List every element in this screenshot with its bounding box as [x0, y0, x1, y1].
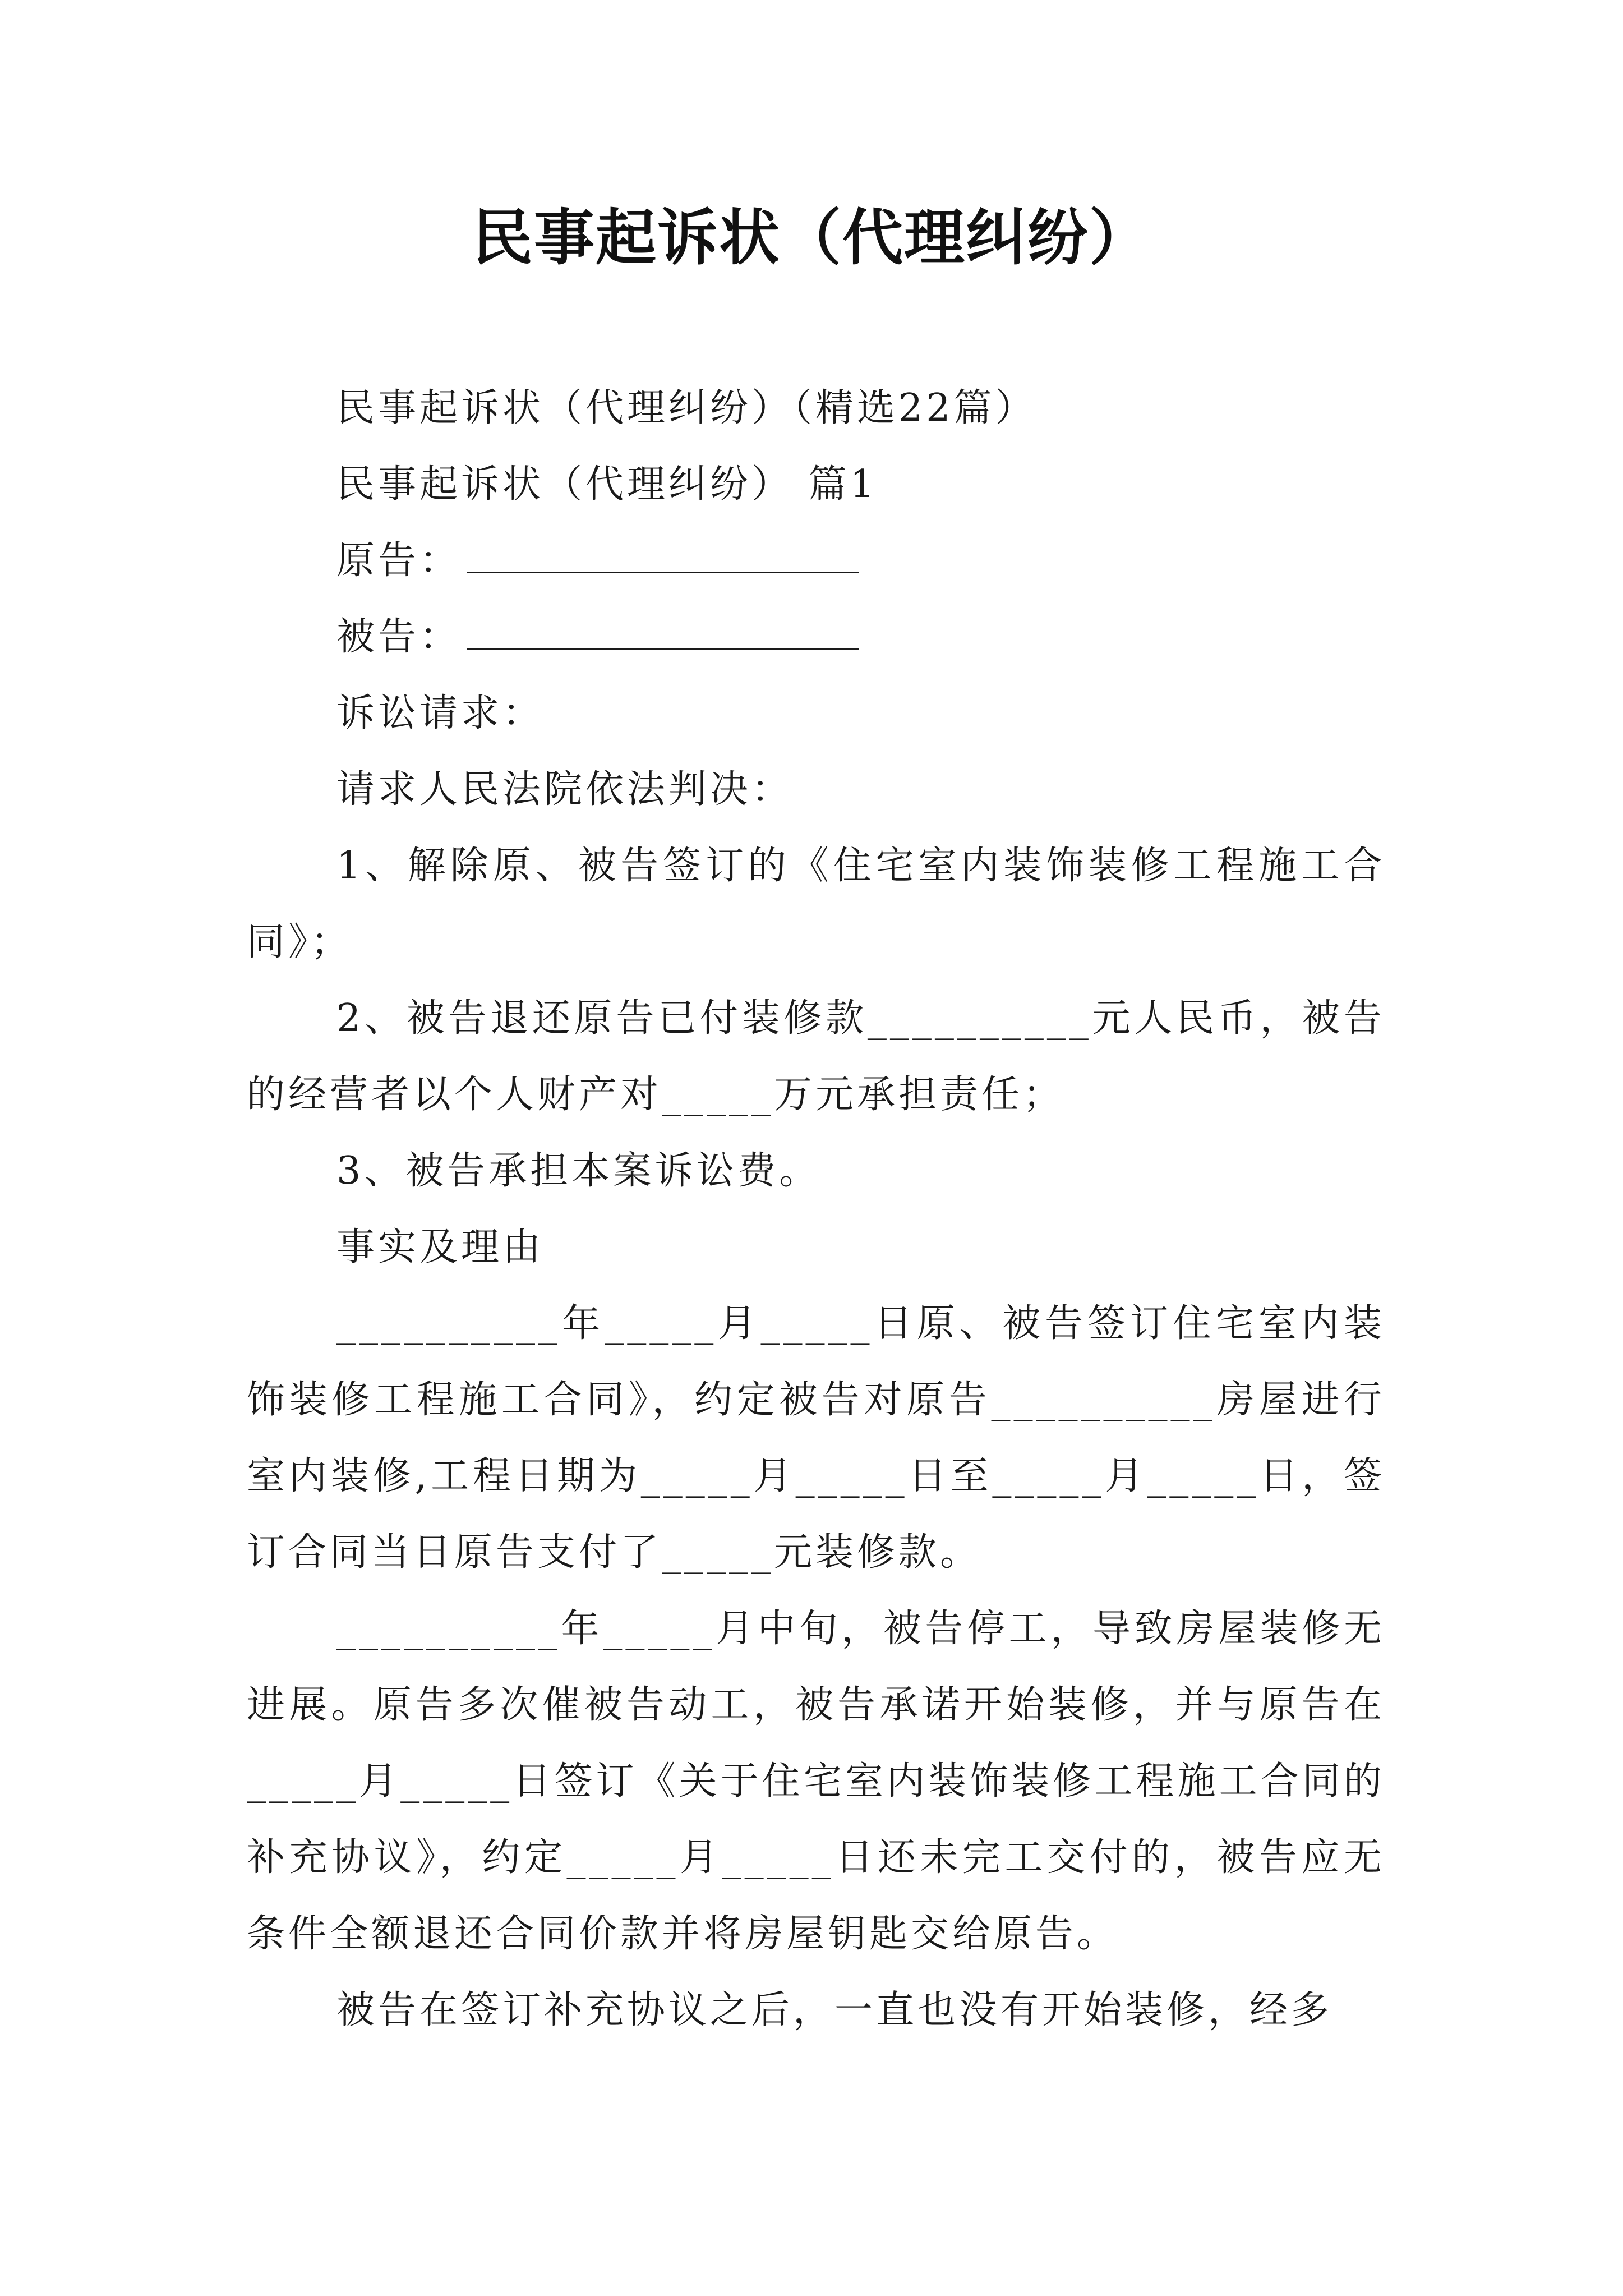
document-body — [247, 370, 1385, 2049]
defendant-row — [247, 599, 1385, 675]
fact-paragraph-2: __________年_____月中旬，被告停工，导致房屋装修无进展。原告多次催被告动工，被告承诺开始装修，并与原告在_____月_____日签订《关于住宅室内装饰装修工程施工合同的补充协议》，约定_____月_____日还未完工交付的，被告应无条件全额退还合同价款并将房屋钥匙交给原告。 — [247, 1607, 1385, 1956]
plaintiff-row — [247, 523, 1385, 599]
section-heading: 民事起诉状（代理纠纷） 篇1 — [336, 462, 878, 507]
defendant-label: 被告： — [336, 615, 462, 659]
document-title: 民事起诉状（代理纠纷） — [472, 203, 1151, 273]
claim-3: 3、被告承担本案诉讼费。 — [336, 1149, 821, 1193]
plaintiff-label: 原告： — [336, 539, 462, 583]
plaintiff-blank — [467, 539, 859, 573]
subtitle: 民事起诉状（代理纠纷）（精选22篇） — [336, 386, 1037, 430]
claim-1: 1、解除原、被告签订的《住宅室内装饰装修工程施工合同》； — [247, 844, 1385, 964]
fact-paragraph-1: __________年_____月_____日原、被告签订住宅室内装饰装修工程施工合同》，约定被告对原告__________房屋进行室内装修,工程日期为_____月_____日至_____月_____日，签订合同当日原告支付了_____元装修款。 — [247, 1301, 1385, 1575]
fact-paragraph-3: 被告在签订补充协议之后，一直也没有开始装修，经多 — [336, 1988, 1333, 2032]
facts-heading: 事实及理由 — [336, 1225, 545, 1269]
claims-heading: 诉讼请求： — [336, 691, 545, 735]
claim-2: 2、被告退还原告已付装修款__________元人民币，被告的经营者以个人财产对_____万元承担责任； — [247, 996, 1385, 1117]
claims-intro: 请求人民法院依法判决： — [336, 767, 794, 812]
defendant-blank — [467, 615, 859, 650]
